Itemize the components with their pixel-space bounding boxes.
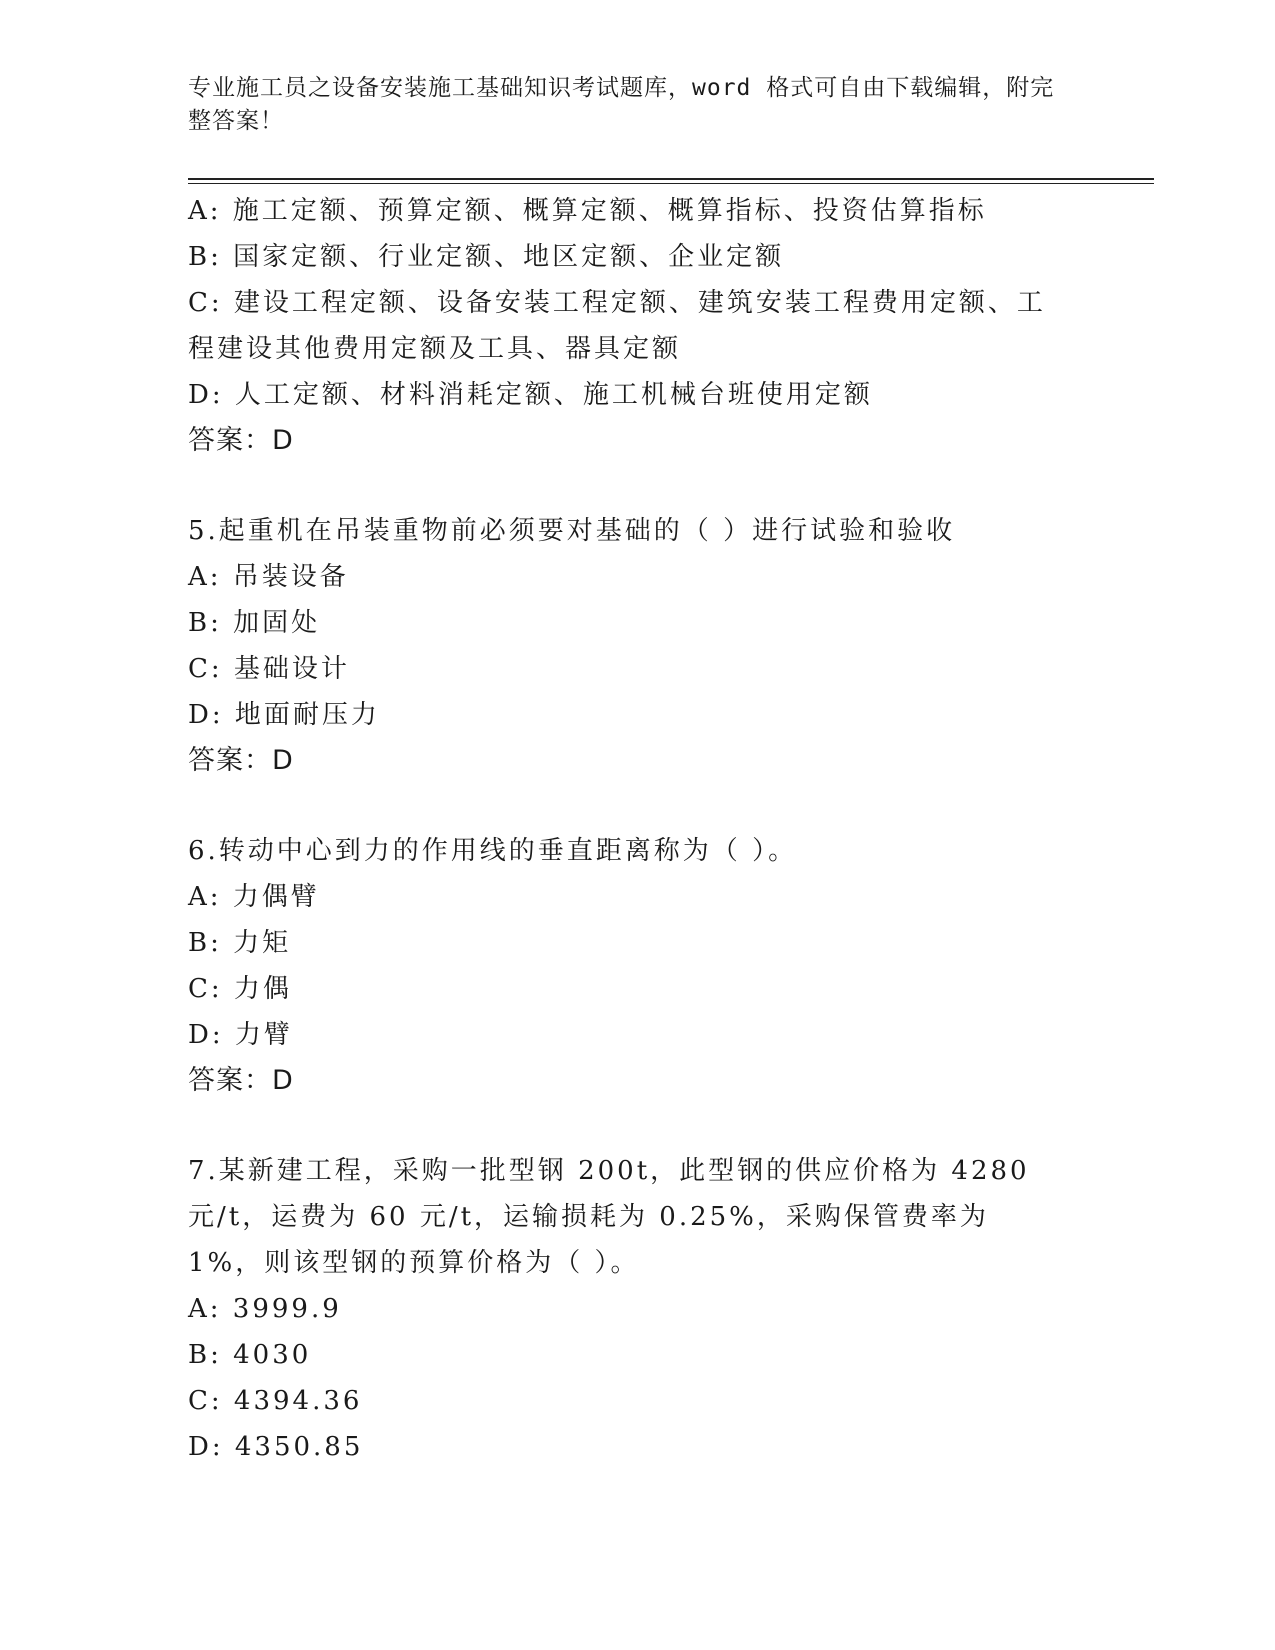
option-b: B: 国家定额、行业定额、地区定额、企业定额 <box>188 242 785 272</box>
option-a: A: 施工定额、预算定额、概算定额、概算指标、投资估算指标 <box>188 196 987 226</box>
header-divider-thick <box>188 178 1154 180</box>
question-6 <box>188 828 1088 1104</box>
option-d: D: 力臂 <box>188 1020 293 1050</box>
answer-label: 答案：D <box>188 1065 294 1096</box>
answer-label: 答案：D <box>188 745 294 776</box>
option-b: B: 力矩 <box>188 928 292 958</box>
option-a: A: 3999.9 <box>188 1294 342 1324</box>
question-4-options <box>188 188 1088 464</box>
document-header: 专业施工员之设备安装施工基础知识考试题库，word 格式可自由下载编辑，附完整答案！ <box>188 75 1055 134</box>
option-b: B: 加固处 <box>188 608 321 638</box>
option-a: A: 力偶臂 <box>188 882 320 912</box>
option-a: A: 吊装设备 <box>188 562 349 592</box>
option-c: C: 建设工程定额、设备安装工程定额、建筑安装工程费用定额、工程建设其他费用定额及工具、器具定额 <box>188 288 1046 364</box>
header-divider-thin <box>188 183 1154 184</box>
option-c: C: 4394.36 <box>188 1386 363 1416</box>
question-content <box>188 188 1088 1470</box>
answer-label: 答案：D <box>188 425 294 456</box>
question-5 <box>188 508 1088 784</box>
question-text: 5.起重机在吊装重物前必须要对基础的（ ）进行试验和验收 <box>188 516 956 546</box>
option-b: B: 4030 <box>188 1340 312 1370</box>
option-d: D: 地面耐压力 <box>188 700 380 730</box>
question-text: 6.转动中心到力的作用线的垂直距离称为（ ）。 <box>188 836 798 866</box>
option-c: C: 力偶 <box>188 974 292 1004</box>
question-7 <box>188 1148 1088 1470</box>
question-text: 7.某新建工程，采购一批型钢 200t，此型钢的供应价格为 4280 元/t，运费为 60 元/t，运输损耗为 0.25%，采购保管费率为 1%，则该型钢的预算价格为（ ）。 <box>188 1156 1041 1278</box>
spacer <box>188 464 1088 508</box>
option-c: C: 基础设计 <box>188 654 350 684</box>
spacer <box>188 1104 1088 1148</box>
option-d: D: 4350.85 <box>188 1432 364 1462</box>
spacer <box>188 784 1088 828</box>
option-d: D: 人工定额、材料消耗定额、施工机械台班使用定额 <box>188 380 873 410</box>
